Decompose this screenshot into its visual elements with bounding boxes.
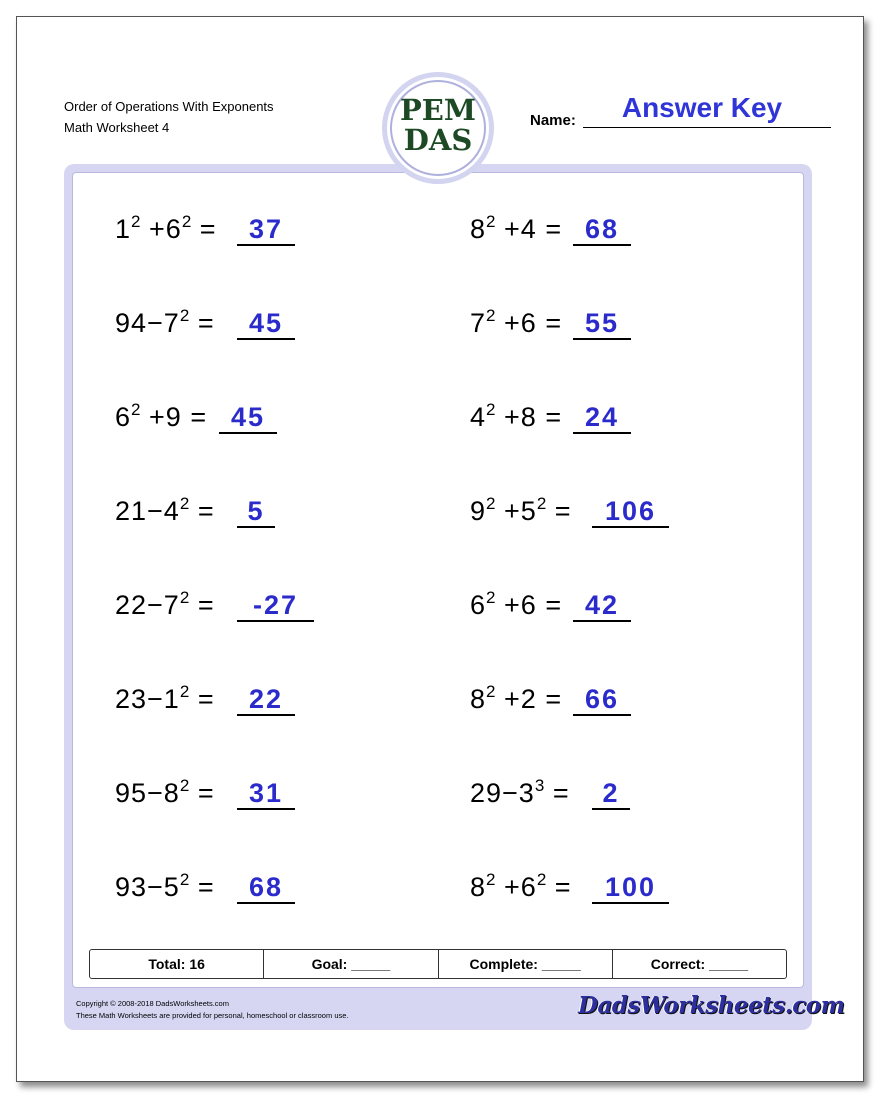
answer-10: 42 <box>573 590 631 622</box>
score-goal: Goal: _____ <box>263 950 437 978</box>
answer-13: 31 <box>237 778 295 810</box>
answer-5: 45 <box>219 402 277 434</box>
answer-15: 68 <box>237 872 295 904</box>
answer-11: 22 <box>237 684 295 716</box>
score-total: Total: 16 <box>148 956 205 972</box>
problem-4: $7^2 +6$ = <box>470 306 563 338</box>
answer-key-text: Answer Key <box>621 92 783 123</box>
usage-line: These Math Worksheets are provided for personal, homeschool or classroom use. <box>76 1011 349 1020</box>
copyright-notice <box>76 998 349 1022</box>
problem-10: $6^2 +6$ = <box>470 588 563 620</box>
problem-2: $8^2 +4$ = <box>470 212 563 244</box>
problem-12: $8^2 +2$ = <box>470 682 563 714</box>
problem-5: $6^2 +9$ = <box>115 400 208 432</box>
answer-14: 2 <box>592 778 630 810</box>
name-line <box>583 127 831 128</box>
answer-2: 68 <box>573 214 631 246</box>
problem-3: $94-7^2$ = <box>115 306 215 338</box>
problem-area <box>72 172 804 988</box>
seal-line-1: PEM <box>399 93 476 127</box>
problem-6: $4^2 +8$ = <box>470 400 563 432</box>
answer-7: 5 <box>237 496 275 528</box>
answer-8: 106 <box>592 496 669 528</box>
problem-7: $21-4^2$ = <box>115 494 215 526</box>
problem-13: $95-8^2$ = <box>115 776 215 808</box>
pemdas-seal <box>382 72 494 184</box>
copyright-line: Copyright © 2008-2018 DadsWorksheets.com <box>76 999 229 1008</box>
dadsworksheets-logo: DadsWorksheets.com <box>578 992 845 1019</box>
answer-4: 55 <box>573 308 631 340</box>
problem-9: $22-7^2$ = <box>115 588 215 620</box>
problem-8: $9^2 +5^2$ = <box>470 494 572 526</box>
answer-3: 45 <box>237 308 295 340</box>
problem-1: $1^2 +6^2$ = <box>115 212 217 244</box>
score-complete: Complete: _____ <box>438 950 612 978</box>
answer-6: 24 <box>573 402 631 434</box>
worksheet-title <box>64 96 274 138</box>
answer-1: 37 <box>237 214 295 246</box>
answer-9: -27 <box>237 590 314 622</box>
title-line-1: Order of Operations With Exponents <box>64 99 274 114</box>
seal-line-2: DAS <box>403 123 473 157</box>
problem-11: $23-1^2$ = <box>115 682 215 714</box>
name-label: Name: <box>530 112 576 129</box>
problem-16: $8^2 +6^2$ = <box>470 870 572 902</box>
answer-12: 66 <box>573 684 631 716</box>
answer-16: 100 <box>592 872 669 904</box>
score-correct: Correct: _____ <box>612 950 786 978</box>
score-box <box>89 949 787 979</box>
problem-14: $29-3^3$ = <box>470 776 570 808</box>
problem-15: $93-5^2$ = <box>115 870 215 902</box>
title-line-2: Math Worksheet 4 <box>64 120 170 135</box>
